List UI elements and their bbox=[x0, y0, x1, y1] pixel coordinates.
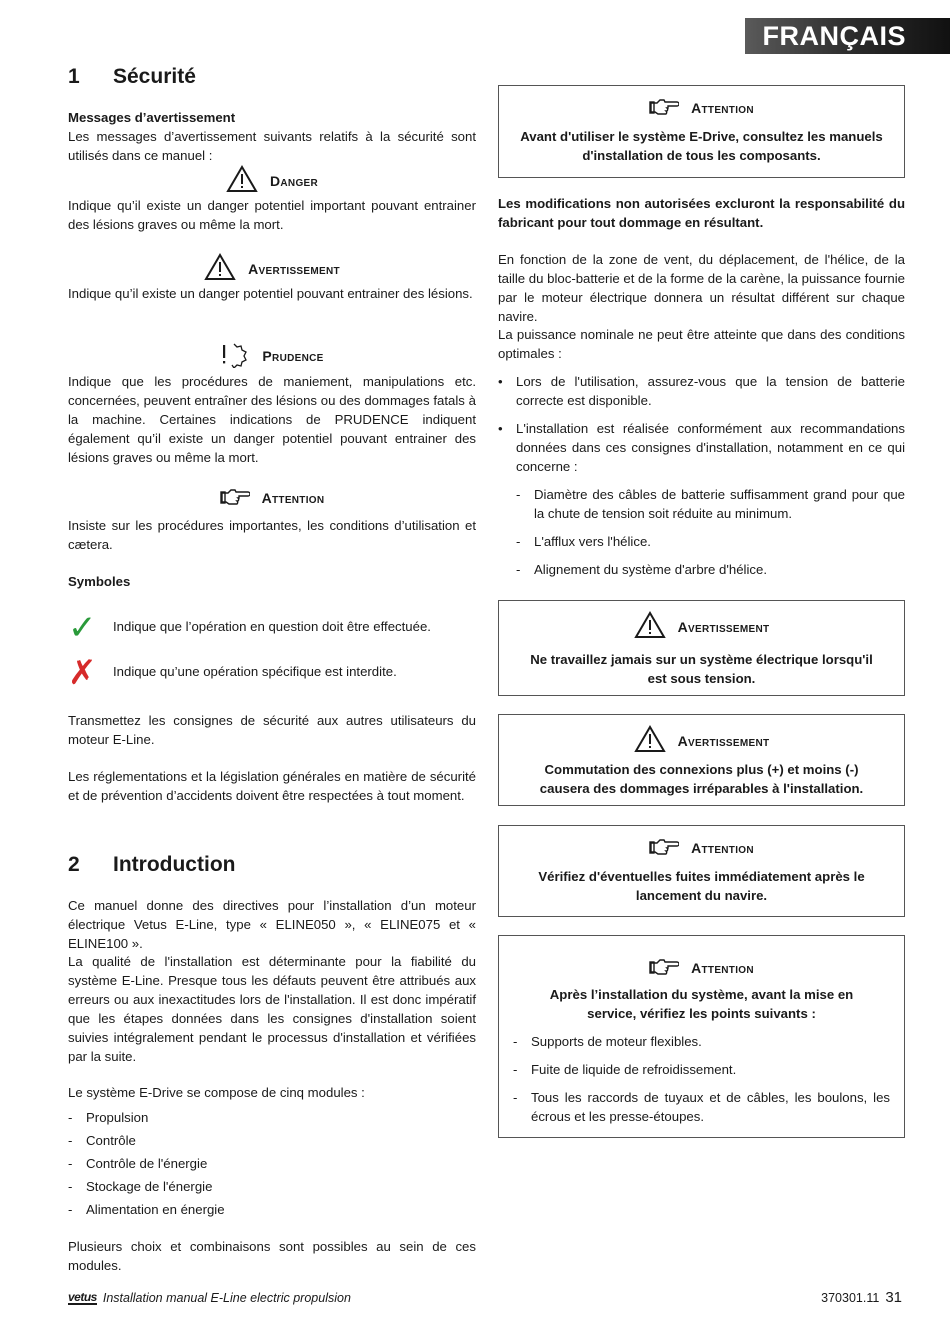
page-number: 31 bbox=[885, 1289, 902, 1306]
warning-triangle-icon bbox=[204, 253, 236, 286]
modules-closing-paragraph: Plusieurs choix et combinaisons sont possibles au sein de ces modules. bbox=[68, 1239, 476, 1273]
language-tab: FRANÇAIS bbox=[745, 18, 950, 54]
regulations-paragraph: Les réglementations et la législation générales en matière de sécurité et de prévention d’accidents doivent être respectées à tout moment. bbox=[68, 769, 476, 803]
avertissement-text: Indique qu’il existe un danger potentiel pouvant entrainer des lésions. bbox=[68, 286, 473, 301]
pointing-hand-icon bbox=[649, 96, 679, 121]
avertissement-label: Avertissement bbox=[677, 733, 770, 749]
list-item: - Tous les raccords de tuyaux et de câbles, les boulons, les écrous et les presse-étoupes. bbox=[513, 1088, 890, 1126]
footer-right bbox=[821, 1288, 902, 1308]
attention-label: Attention bbox=[261, 490, 325, 506]
attention-text: Après l’installation du système, avant la mise en service, vérifiez les points suivants : bbox=[549, 987, 854, 1021]
section-title: Sécurité bbox=[113, 65, 196, 88]
check-icon: ✓ bbox=[68, 609, 97, 647]
prudence-heading bbox=[68, 340, 476, 373]
list-item: - Alignement du système d'arbre d'hélice. bbox=[516, 560, 905, 579]
modifications-warning: Les modifications non autorisées excluront la responsabilité du fabricant pour tout dommage en résultant. bbox=[498, 196, 905, 230]
list-item: - Alimentation en énergie bbox=[68, 1198, 476, 1221]
attention-heading bbox=[519, 96, 884, 121]
avertissement-label: Avertissement bbox=[248, 261, 340, 277]
warning-box-live-system bbox=[498, 600, 905, 696]
list-item: - Stockage de l'énergie bbox=[68, 1175, 476, 1198]
footer-left bbox=[68, 1289, 351, 1308]
list-item: • L'installation est réalisée conformément aux recommandations données dans ces consignes d'installation, notamment en ce qui concerne : bbox=[498, 419, 905, 476]
intro-paragraph-2: La qualité de l'installation est déterminante pour la fiabilité du système E-Line. Presque tous les défauts peuvent être attribués aux erreurs ou aux inexactitudes lors de l'installation. Il est donc impératif que les étapes données dans les consignes d'installation soient suivies intégralement pendant le processus d'installation et vérifiées par la suite. bbox=[68, 954, 476, 1064]
nominal-paragraph: La puissance nominale ne peut être atteinte que dans des conditions optimales : bbox=[498, 327, 905, 361]
warning-text: Ne travaillez jamais sur un système électrique lorsqu'il est sous tension. bbox=[530, 652, 873, 686]
warning-text: Commutation des connexions plus (+) et moins (-) causera des dommages irréparables à l'installation. bbox=[539, 762, 864, 796]
warnings-intro: Les messages d’avertissement suivants relatifs à la sécurité sont utilisés dans ce manuel : bbox=[68, 129, 476, 163]
pointing-hand-icon bbox=[649, 956, 679, 981]
list-item: - Contrôle bbox=[68, 1129, 476, 1152]
warning-triangle-icon bbox=[634, 611, 666, 644]
prudence-label: Prudence bbox=[262, 348, 324, 364]
avertissement-label: Avertissement bbox=[677, 619, 770, 635]
symbol-cross-text: Indique qu’une opération spécifique est interdite. bbox=[113, 664, 397, 679]
attention-heading bbox=[519, 836, 884, 861]
intro-paragraph-1: Ce manuel donne des directives pour l’installation d’un moteur électrique Vetus E-Line, type « ELINE050 », « ELINE075 et « ELINE100 ». bbox=[68, 898, 476, 951]
warnings-heading: Messages d’avertissement bbox=[68, 110, 236, 125]
warning-box-polarity bbox=[498, 714, 905, 806]
symbols-heading: Symboles bbox=[68, 574, 131, 589]
list-item: - Fuite de liquide de refroidissement. bbox=[513, 1060, 890, 1079]
avertissement-heading bbox=[68, 253, 476, 286]
list-item: - Supports de moteur flexibles. bbox=[513, 1032, 890, 1051]
attention-label: Attention bbox=[691, 840, 754, 856]
attention-text: Avant d'utiliser le système E-Drive, consultez les manuels d'installation de tous les composants. bbox=[520, 129, 883, 163]
symbol-cross-row bbox=[68, 656, 476, 690]
danger-text: Indique qu’il existe un danger potentiel important pouvant entrainer des lésions graves ou même la mort. bbox=[68, 198, 476, 232]
list-item: - Diamètre des câbles de batterie suffisamment grand pour que la chute de tension soit réduite au minimum. bbox=[516, 485, 905, 523]
power-paragraph: En fonction de la zone de vent, du déplacement, de l'hélice, de la taille du bloc-batterie et de la forme de la carène, la puissance fournie par le moteur électrique donnera un résultat différent sur chaque navire. bbox=[498, 252, 905, 324]
warning-triangle-icon bbox=[226, 165, 258, 198]
attention-heading bbox=[513, 956, 890, 981]
document-number: 370301.11 bbox=[821, 1291, 880, 1305]
cross-icon: ✗ bbox=[68, 654, 97, 692]
list-item: - Contrôle de l'énergie bbox=[68, 1152, 476, 1175]
attention-text: Vérifiez d'éventuelles fuites immédiatement après le lancement du navire. bbox=[538, 869, 865, 903]
attention-label: Attention bbox=[691, 960, 754, 976]
transmit-paragraph: Transmettez les consignes de sécurité aux autres utilisateurs du moteur E-Line. bbox=[68, 713, 476, 747]
list-item: • Lors de l'utilisation, assurez-vous que la tension de batterie correcte est disponible. bbox=[498, 372, 905, 410]
attention-label: Attention bbox=[691, 100, 754, 116]
warning-triangle-icon bbox=[634, 725, 666, 758]
section-1-heading bbox=[68, 64, 196, 90]
section-number: 2 bbox=[68, 853, 80, 876]
brand-logo: vetus bbox=[68, 1290, 97, 1304]
pointing-hand-icon bbox=[649, 836, 679, 861]
sub-conditions-list bbox=[516, 485, 905, 579]
checks-list bbox=[513, 1032, 890, 1126]
attention-box-edrive bbox=[498, 85, 905, 178]
danger-heading bbox=[68, 165, 476, 198]
symbol-check-text: Indique que l’opération en question doit être effectuée. bbox=[113, 619, 431, 634]
avertissement-heading bbox=[519, 611, 884, 644]
modules-list bbox=[68, 1106, 476, 1221]
modules-intro: Le système E-Drive se compose de cinq modules : bbox=[68, 1085, 365, 1100]
pointing-hand-icon bbox=[220, 486, 250, 511]
section-number: 1 bbox=[68, 65, 80, 88]
attention-box-leaks bbox=[498, 825, 905, 917]
danger-label: Danger bbox=[269, 173, 319, 189]
conditions-list bbox=[498, 372, 905, 476]
symbol-check-row bbox=[68, 611, 476, 645]
manual-title: Installation manual E-Line electric propulsion bbox=[102, 1291, 351, 1305]
prudence-text: Indique que les procédures de maniement, manipulations etc. concernées, peuvent entraîner des lésions ou des dommages fatals à la machine. Certaines indications de PRUDENCE indiquent également qu’il existe un danger potentiel pouvant entrainer des lésions graves ou même la mort. bbox=[68, 374, 476, 465]
attention-box-checks bbox=[498, 935, 905, 1138]
list-item: - Propulsion bbox=[68, 1106, 476, 1129]
list-item: - L'afflux vers l'hélice. bbox=[516, 532, 905, 551]
section-title: Introduction bbox=[113, 853, 236, 876]
attention-heading bbox=[68, 486, 476, 511]
caution-gear-icon bbox=[220, 340, 250, 373]
section-2-heading bbox=[68, 852, 235, 878]
attention-text: Insiste sur les procédures importantes, les conditions d’utilisation et cætera. bbox=[68, 518, 476, 552]
avertissement-heading bbox=[519, 725, 884, 758]
